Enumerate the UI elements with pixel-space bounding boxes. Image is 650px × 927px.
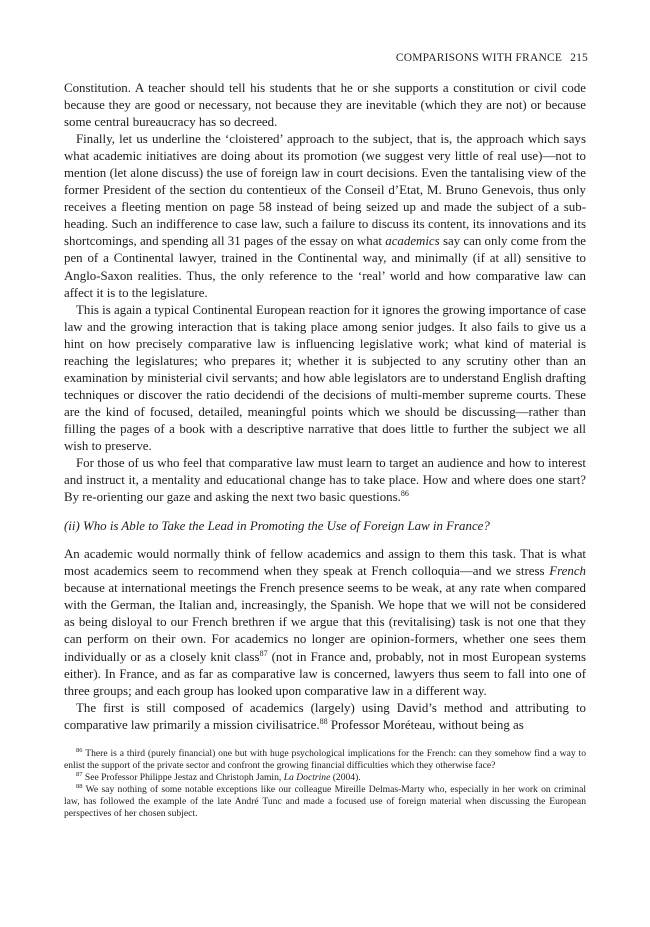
- paragraph-text: (not in France and, probably, not in most European systems either). In France, and as far as comparative law is concerned, lawyers thus seem to fall into one of three groups; and each group has looked upon comparative law in a different way.: [64, 649, 586, 698]
- footnote-ref[interactable]: 86: [400, 489, 409, 499]
- footnote: [64, 784, 586, 820]
- footnote-text: (2004).: [330, 772, 361, 784]
- paragraph: [64, 546, 586, 699]
- page-number: 215: [570, 52, 588, 64]
- paragraph-text: For those of us who feel that comparative law must learn to target an audience and how to interest and instruct it, a mentality and educational change has to take place. How and where does one start? By re-orienting our gaze and asking the next two basic questions.: [64, 456, 586, 505]
- paragraph: Constitution. A teacher should tell his students that he or she supports a constitution or civil code because they are good or necessary, not because they are inevitable (which they are not) or because some central bureaucracy has so decreed.: [64, 81, 586, 130]
- footnote-text: There is a third (purely financial) one but with huge psychological implications for the French: can they somehow find a way to enlist the support of the private sector and confront the growing financial difficulties which they otherwise face?: [64, 748, 586, 772]
- paragraph: [64, 131, 586, 301]
- running-head: [396, 52, 588, 64]
- footnotes: [64, 748, 586, 821]
- paragraph: This is again a typical Continental European reaction for it ignores the growing importance of case law and the growing interaction that is taking place among senior judges. It also fails to give us a hint on how precisely comparative law is influencing legislative work; what kind of material is reaching the legislatures; who prepares it; whether it is subjected to any scrutiny other than an examination by ministerial civil servants; and how able legislators are to understand English drafting techniques or discover the ratio decidendi of the decisions of multi-member supreme courts. These are the kind of focused, detailed, meaningful points which we should be discussing—rather than filling the pages of a book with a descriptive narrative that does little to further the subject we all wish to preserve.: [64, 302, 586, 453]
- paragraph-text: because at international meetings the French presence seems to be weak, at any rate when compared with the German, the Italian and, increasingly, the Spanish. We hope that we will not be considered as being disloyal to our French brethren if we argue that this (revitalising) task is not one that they can perform on their own. For academics no longer are opinion-formers, whether one sees them individually or as a closely knit class: [64, 581, 586, 664]
- paragraph-emphasis: French: [549, 564, 586, 579]
- paragraph-text: Finally, let us underline the ‘cloistered’ approach to the subject, that is, the approach which says what academic initiatives are doing about its promotion (we suggest very little of real use)—not to mention (let alone discuss) the use of foreign law in court decisions. Even the tantalising view of the former President of the section du contentieux of the Conseil d’Etat, M. Bruno Genevois, thus only receives a fleeting mention on page 58 instead of being seized up and made the subject of a sub-heading. Such an indifference to case law, such a failure to discuss its content, its innovations and its shortcomings, and spending all 31 pages of the essay on what: [64, 132, 586, 249]
- footnote: [64, 772, 586, 784]
- running-head-title: COMPARISONS WITH FRANCE: [395, 52, 563, 64]
- footnote-number: 87: [76, 771, 83, 779]
- footnote: [64, 748, 586, 772]
- footnote-ref[interactable]: 87: [259, 648, 268, 658]
- paragraph: [64, 700, 586, 734]
- footnote-ref[interactable]: 88: [319, 716, 328, 726]
- paragraph-text: An academic would normally think of fellow academics and assign to them this task. That is what most academics seem to recommend when they speak at French colloquia—and we stress: [64, 547, 586, 579]
- body-text: [64, 80, 586, 734]
- paragraph-emphasis: academics: [385, 234, 440, 249]
- footnote-number: 88: [76, 783, 83, 791]
- footnote-emphasis: La Doctrine: [283, 772, 331, 784]
- footnote-text: See Professor Philippe Jestaz and Christoph Jamin,: [82, 772, 284, 784]
- paragraph-text: Professor Moréteau, without being as: [327, 717, 524, 732]
- footnote-text: We say nothing of some notable exceptions like our colleague Mireille Delmas-Marty who, especially in her work on criminal law, has followed the example of the late André Tunc and made a focused use of foreign material when discussing the European perspectives of her chosen subject.: [64, 784, 586, 820]
- paragraph: [64, 455, 586, 506]
- paragraph-text: say can only come from the pen of a Continental lawyer, trained in the Continental way, and minimally (if at all) sensitive to Anglo-Saxon realities. Thus, the only reference to the ‘real’ world and how comparative law can affect it is to the legislature.: [64, 234, 586, 300]
- footnote-number: 86: [76, 747, 83, 754]
- section-heading: (ii) Who is Able to Take the Lead in Promoting the Use of Foreign Law in France?: [64, 519, 490, 534]
- paragraph-text: The first is still composed of academics (largely) using David’s method and attributing to comparative law primarily a mission civilisatrice.: [64, 700, 586, 732]
